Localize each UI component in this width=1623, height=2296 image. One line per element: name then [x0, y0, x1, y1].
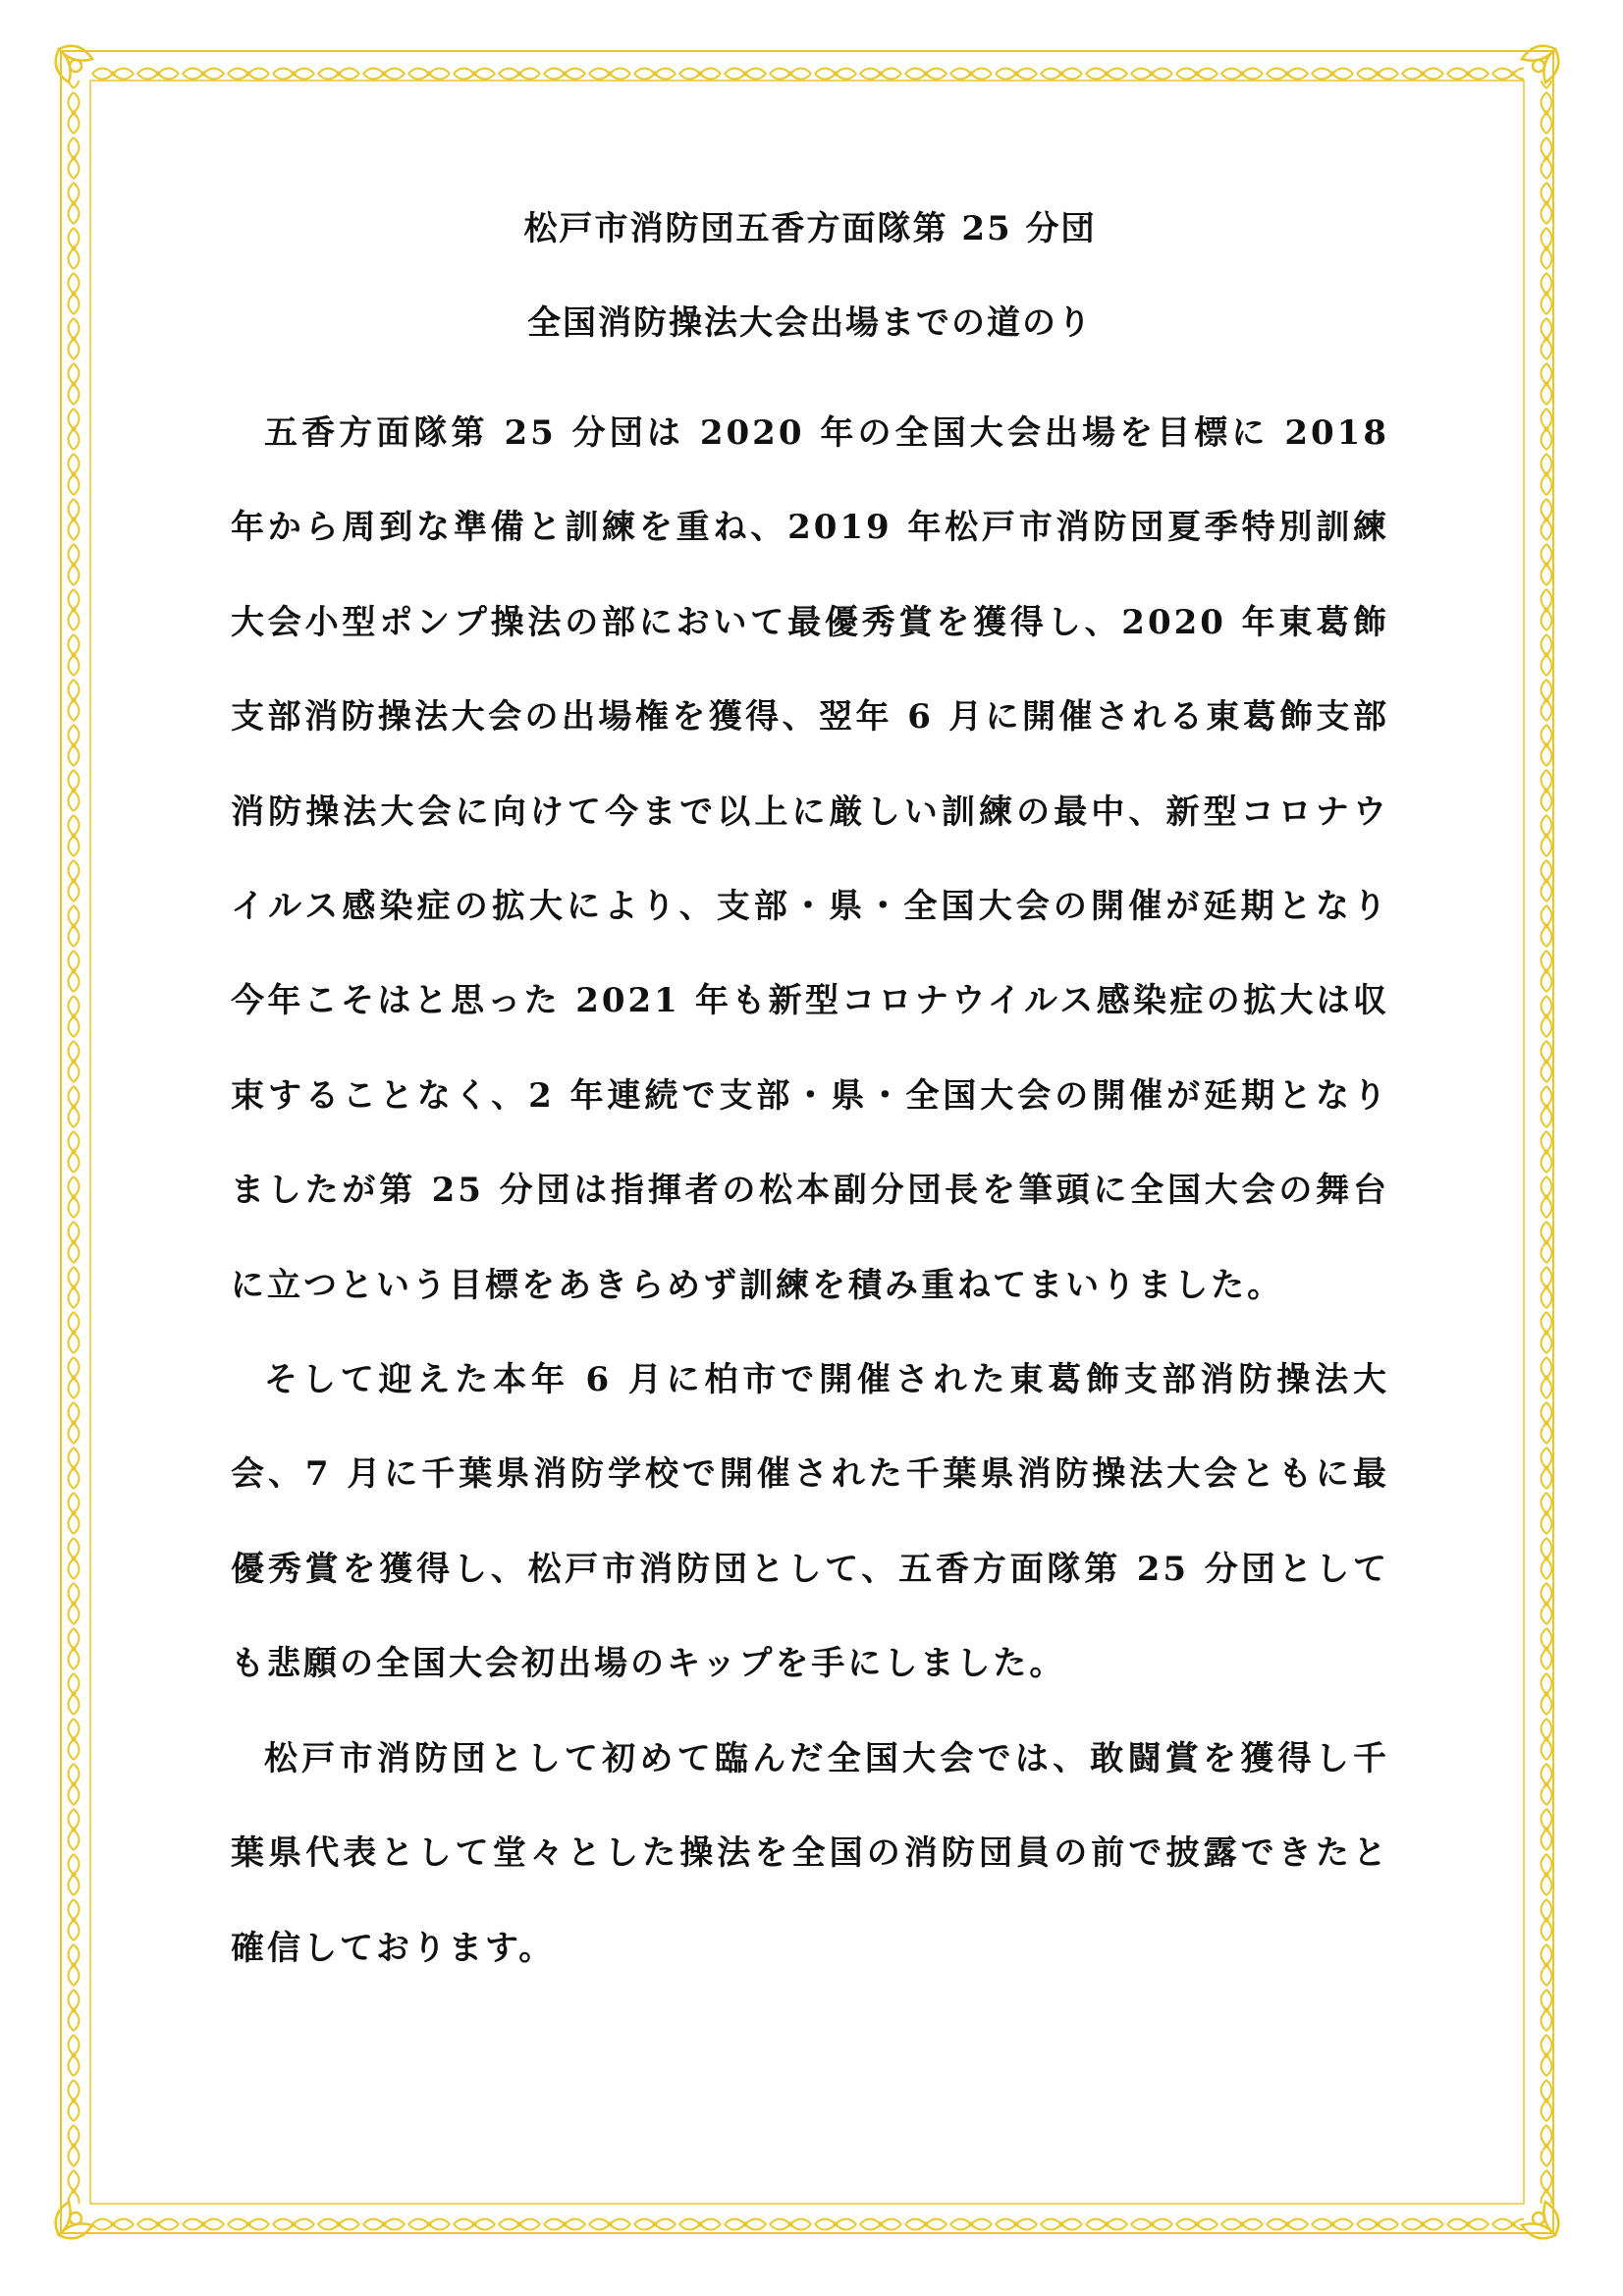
paragraph: 松戸市消防団として初めて臨んだ全国大会では、敢闘賞を獲得し千葉県代表として堂々とした操法を全国の消防団員の前で披露できたと確信しております。: [231, 1738, 1389, 1968]
document-body: [231, 386, 1389, 1995]
document-title: 松戸市消防団五香方面隊第 25 分団: [523, 209, 1097, 248]
paragraph: 五香方面隊第 25 分団は 2020 年の全国大会出場を目標に 2018 年から周到な準備と訓練を重ね、2019 年松戸市消防団夏季特別訓練大会小型ポンプ操法の部において最優秀賞を獲得し、2020 年東葛飾支部消防操法大会の出場権を獲得、翌年 6 月に開催される東葛飾支部消防操法大会に向けて今まで以上に厳しい訓練の最中、新型コロナウイルス感染症の拡大により、支部・県・全国大会の開催が延期となり今年こそはと思った 2021 年も新型コロナウイルス感染症の拡大は収束することなく、2 年連続で支部・県・全国大会の開催が延期となりましたが第 25 分団は指揮者の松本副分団長を筆頭に全国大会の舞台に立つという目標をあきらめず訓練を積み重ねてまいりました。: [231, 413, 1389, 1305]
paragraph: そして迎えた本年 6 月に柏市で開催された東葛飾支部消防操法大会、7 月に千葉県消防学校で開催された千葉県消防操法大会ともに最優秀賞を獲得し、松戸市消防団として、五香方面隊第 25 分団としても悲願の全国大会初出場のキップを手にしました。: [231, 1360, 1389, 1684]
document-subtitle: 全国消防操法大会出場までの道のり: [527, 303, 1093, 343]
